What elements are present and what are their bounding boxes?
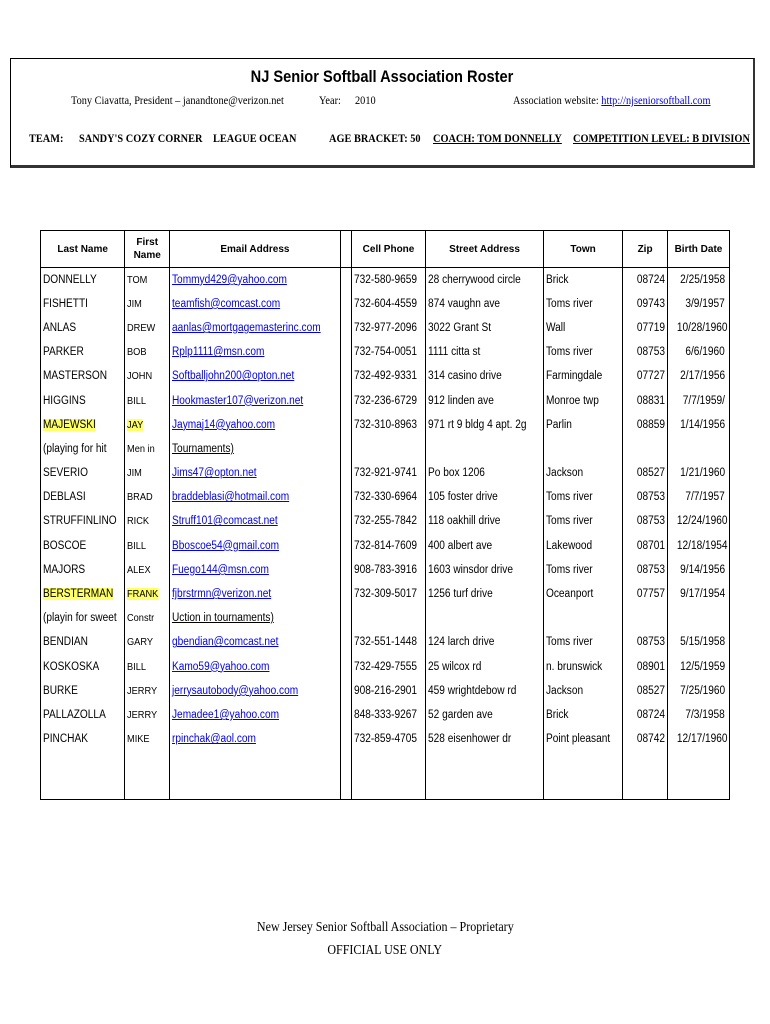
email-link[interactable]: Jemadee1@yahoo.com [170, 703, 341, 727]
cell-cell: 848-333-9267 [351, 703, 425, 727]
cell-town: Wall [543, 316, 622, 340]
email-link[interactable]: Kamo59@yahoo.com [170, 655, 341, 679]
cell-street: 459 wrightdebow rd [426, 679, 544, 703]
roster-header [10, 58, 755, 168]
email-link[interactable]: braddeblasi@hotmail.com [170, 485, 341, 509]
cell-birth: 2/17/1956 [667, 364, 729, 388]
spacer-cell [340, 751, 351, 775]
cell-last [41, 775, 125, 799]
cell-first: JERRY [125, 703, 170, 727]
cell-last [41, 751, 125, 775]
note-cell [170, 775, 341, 799]
cell-first: JIM [125, 461, 170, 485]
spacer-cell [340, 485, 351, 509]
cell-cell: 732-236-6729 [351, 388, 425, 412]
cell-town: Toms river [543, 558, 622, 582]
spacer-cell [340, 388, 351, 412]
table-row [41, 775, 730, 799]
cell-town: Toms river [543, 630, 622, 654]
cell-zip: 08859 [623, 413, 668, 437]
cell-zip [623, 775, 668, 799]
cell-zip: 08753 [623, 509, 668, 533]
note-cell: Uction in tournaments) [170, 606, 341, 630]
cell-street: 314 casino drive [426, 364, 544, 388]
cell-cell: 732-921-9741 [351, 461, 425, 485]
cell-last: BOSCOE [41, 534, 125, 558]
cell-town: Jackson [543, 679, 622, 703]
cell-cell: 732-814-7609 [351, 534, 425, 558]
cell-first: BILL [125, 388, 170, 412]
website-info: Association website: http://njseniorsoftball.com [513, 93, 711, 107]
cell-cell [351, 437, 425, 461]
email-link[interactable]: Jims47@opton.net [170, 461, 341, 485]
note-cell [170, 751, 341, 775]
note-cell: Tournaments) [170, 437, 341, 461]
table-row [41, 582, 730, 606]
cell-last: ANLAS [41, 316, 125, 340]
email-link[interactable]: rpinchak@aol.com [170, 727, 341, 751]
email-link[interactable]: aanlas@mortgagemasterinc.com [170, 316, 341, 340]
email-link[interactable]: jerrysautobody@yahoo.com [170, 679, 341, 703]
spacer-cell [340, 413, 351, 437]
cell-zip: 08901 [623, 655, 668, 679]
cell-zip: 08831 [623, 388, 668, 412]
cell-town [543, 751, 622, 775]
col-header-email: Email Address [170, 231, 341, 268]
cell-last: BENDIAN [41, 630, 125, 654]
cell-town: n. brunswick [543, 655, 622, 679]
table-row [41, 316, 730, 340]
cell-cell: 732-754-0051 [351, 340, 425, 364]
cell-town: Toms river [543, 292, 622, 316]
cell-last: PARKER [41, 340, 125, 364]
cell-cell: 732-330-6964 [351, 485, 425, 509]
cell-cell [351, 606, 425, 630]
cell-town: Farmingdale [543, 364, 622, 388]
spacer-cell [340, 340, 351, 364]
cell-zip: 08701 [623, 534, 668, 558]
cell-town: Parlin [543, 413, 622, 437]
cell-birth: 6/6/1960 [667, 340, 729, 364]
cell-birth: 3/9/1957 [667, 292, 729, 316]
cell-birth [667, 437, 729, 461]
cell-zip: 08753 [623, 558, 668, 582]
col-header-zip: Zip [623, 231, 668, 268]
email-link[interactable]: Hookmaster107@verizon.net [170, 388, 341, 412]
table-row [41, 534, 730, 558]
cell-birth: 9/14/1956 [667, 558, 729, 582]
cell-street: 971 rt 9 bldg 4 apt. 2g [426, 413, 544, 437]
spacer-cell [340, 558, 351, 582]
cell-birth [667, 751, 729, 775]
spacer-cell [340, 364, 351, 388]
spacer-cell [340, 606, 351, 630]
cell-last: MAJEWSKI [41, 413, 125, 437]
team-label: TEAM: [29, 131, 64, 145]
cell-cell: 732-492-9331 [351, 364, 425, 388]
table-row [41, 413, 730, 437]
table-row [41, 485, 730, 509]
col-header-spacer [340, 231, 351, 268]
spacer-cell [340, 630, 351, 654]
cell-town: Toms river [543, 340, 622, 364]
table-row [41, 268, 730, 292]
cell-zip [623, 437, 668, 461]
table-row [41, 703, 730, 727]
year-label: Year: [319, 93, 341, 107]
cell-first: MIKE [125, 727, 170, 751]
cell-birth: 12/24/1960 [667, 509, 729, 533]
cell-cell: 908-783-3916 [351, 558, 425, 582]
cell-town: Oceanport [543, 582, 622, 606]
cell-birth: 12/17/1960 [667, 727, 729, 751]
table-row [41, 679, 730, 703]
table-row [41, 630, 730, 654]
cell-zip: 08527 [623, 461, 668, 485]
cell-town: Toms river [543, 509, 622, 533]
cell-town: Toms river [543, 485, 622, 509]
cell-birth: 10/28/1960 [667, 316, 729, 340]
cell-zip: 08527 [623, 679, 668, 703]
cell-street: 1603 winsdor drive [426, 558, 544, 582]
roster-table [40, 230, 730, 800]
cell-street: 1111 citta st [426, 340, 544, 364]
table-row [41, 655, 730, 679]
cell-zip: 07727 [623, 364, 668, 388]
cell-first: Men in [125, 437, 170, 461]
email-link[interactable]: Struff101@comcast.net [170, 509, 341, 533]
table-row [41, 727, 730, 751]
team-name: SANDY'S COZY CORNER [79, 131, 203, 145]
cell-first: JERRY [125, 679, 170, 703]
website-link[interactable]: http://njseniorsoftball.com [601, 93, 711, 107]
footer-proprietary: New Jersey Senior Softball Association – Proprietary [256, 920, 514, 935]
cell-birth: 1/14/1956 [667, 413, 729, 437]
table-row [41, 558, 730, 582]
spacer-cell [340, 534, 351, 558]
cell-zip: 08724 [623, 703, 668, 727]
cell-street: 874 vaughn ave [426, 292, 544, 316]
cell-first: BOB [125, 340, 170, 364]
cell-cell: 732-604-4559 [351, 292, 425, 316]
year-value: 2010 [355, 93, 376, 107]
cell-last: KOSKOSKA [41, 655, 125, 679]
col-header-town: Town [543, 231, 622, 268]
page-title: NJ Senior Softball Association Roster [250, 67, 514, 86]
cell-cell: 732-309-5017 [351, 582, 425, 606]
table-row [41, 751, 730, 775]
cell-last: MAJORS [41, 558, 125, 582]
table-row [41, 292, 730, 316]
col-header-cell-phone: Cell Phone [351, 231, 425, 268]
cell-zip: 08742 [623, 727, 668, 751]
cell-town [543, 606, 622, 630]
col-header-street: Street Address [426, 231, 544, 268]
cell-cell: 732-551-1448 [351, 630, 425, 654]
cell-first: FRANK [125, 582, 170, 606]
cell-cell: 732-580-9659 [351, 268, 425, 292]
age-bracket: AGE BRACKET: 50 [329, 131, 421, 145]
cell-last: DONNELLY [41, 268, 125, 292]
cell-street [426, 775, 544, 799]
cell-street: 124 larch drive [426, 630, 544, 654]
cell-town [543, 775, 622, 799]
president-info: Tony Ciavatta, President – janandtone@verizon.net [71, 93, 284, 107]
cell-first: ALEX [125, 558, 170, 582]
cell-cell [351, 775, 425, 799]
cell-street: 25 wilcox rd [426, 655, 544, 679]
cell-street: 28 cherrywood circle [426, 268, 544, 292]
cell-last: DEBLASI [41, 485, 125, 509]
cell-cell: 732-255-7842 [351, 509, 425, 533]
spacer-cell [340, 268, 351, 292]
cell-birth: 7/25/1960 [667, 679, 729, 703]
cell-last: SEVERIO [41, 461, 125, 485]
cell-street [426, 606, 544, 630]
cell-last: MASTERSON [41, 364, 125, 388]
cell-birth [667, 775, 729, 799]
cell-town: Brick [543, 703, 622, 727]
email-link[interactable]: teamfish@comcast.com [170, 292, 341, 316]
cell-last: FISHETTI [41, 292, 125, 316]
spacer-cell [340, 292, 351, 316]
cell-birth: 1/21/1960 [667, 461, 729, 485]
cell-zip: 08753 [623, 485, 668, 509]
cell-last: BERSTERMAN [41, 582, 125, 606]
cell-zip: 08753 [623, 340, 668, 364]
cell-town: Monroe twp [543, 388, 622, 412]
cell-zip: 08724 [623, 268, 668, 292]
league: LEAGUE OCEAN [213, 131, 297, 145]
cell-cell [351, 751, 425, 775]
cell-town: Brick [543, 268, 622, 292]
spacer-cell [340, 679, 351, 703]
cell-first: BILL [125, 655, 170, 679]
cell-birth: 2/25/1958 [667, 268, 729, 292]
col-header-first-name: First Name [125, 231, 170, 268]
spacer-cell [340, 437, 351, 461]
cell-last: STRUFFINLINO [41, 509, 125, 533]
cell-cell: 732-859-4705 [351, 727, 425, 751]
cell-cell: 908-216-2901 [351, 679, 425, 703]
cell-street: 3022 Grant St [426, 316, 544, 340]
cell-street: 52 garden ave [426, 703, 544, 727]
cell-street: 105 foster drive [426, 485, 544, 509]
cell-last: PINCHAK [41, 727, 125, 751]
cell-birth: 7/7/1959/ [667, 388, 729, 412]
cell-street: 400 albert ave [426, 534, 544, 558]
cell-zip: 08753 [623, 630, 668, 654]
cell-zip [623, 751, 668, 775]
table-row [41, 340, 730, 364]
spacer-cell [340, 727, 351, 751]
cell-street: 528 eisenhower dr [426, 727, 544, 751]
spacer-cell [340, 509, 351, 533]
coach: COACH: TOM DONNELLY [433, 131, 562, 145]
email-link[interactable]: Tommyd429@yahoo.com [170, 268, 341, 292]
cell-first: DREW [125, 316, 170, 340]
cell-street: Po box 1206 [426, 461, 544, 485]
email-link[interactable]: Bboscoe54@gmail.com [170, 534, 341, 558]
email-link[interactable]: Rplp1111@msn.com [170, 340, 341, 364]
email-link[interactable]: Softballjohn200@opton.net [170, 364, 341, 388]
cell-birth: 5/15/1958 [667, 630, 729, 654]
cell-street: 118 oakhill drive [426, 509, 544, 533]
cell-first: JAY [125, 413, 170, 437]
cell-birth: 9/17/1954 [667, 582, 729, 606]
cell-first: RICK [125, 509, 170, 533]
cell-last: HIGGINS [41, 388, 125, 412]
spacer-cell [340, 703, 351, 727]
table-row [41, 364, 730, 388]
cell-town: Point pleasant [543, 727, 622, 751]
cell-first: GARY [125, 630, 170, 654]
cell-first: JIM [125, 292, 170, 316]
cell-birth: 7/7/1957 [667, 485, 729, 509]
cell-first: BRAD [125, 485, 170, 509]
spacer-cell [340, 582, 351, 606]
cell-street: 1256 turf drive [426, 582, 544, 606]
cell-first [125, 751, 170, 775]
cell-first: JOHN [125, 364, 170, 388]
cell-birth: 12/18/1954 [667, 534, 729, 558]
email-link[interactable]: fjbrstrmn@verizon.net [170, 582, 341, 606]
footer-official-use: OFFICIAL USE ONLY [327, 943, 443, 958]
cell-first [125, 775, 170, 799]
cell-last: (playin for sweet [41, 606, 125, 630]
table-row [41, 509, 730, 533]
cell-zip: 07757 [623, 582, 668, 606]
cell-zip [623, 606, 668, 630]
cell-last: BURKE [41, 679, 125, 703]
email-link[interactable]: gbendian@comcast.net [170, 630, 341, 654]
cell-street: 912 linden ave [426, 388, 544, 412]
table-header-row [41, 231, 730, 268]
spacer-cell [340, 461, 351, 485]
cell-town: Lakewood [543, 534, 622, 558]
cell-birth: 7/3/1958 [667, 703, 729, 727]
cell-street [426, 437, 544, 461]
cell-last: PALLAZOLLA [41, 703, 125, 727]
competition-level: COMPETITION LEVEL: B DIVISION [573, 131, 750, 145]
spacer-cell [340, 775, 351, 799]
email-link[interactable]: Jaymaj14@yahoo.com [170, 413, 341, 437]
spacer-cell [340, 316, 351, 340]
cell-birth [667, 606, 729, 630]
cell-town: Jackson [543, 461, 622, 485]
cell-first: TOM [125, 268, 170, 292]
cell-zip: 07719 [623, 316, 668, 340]
table-row [41, 461, 730, 485]
cell-town [543, 437, 622, 461]
cell-first: Constr [125, 606, 170, 630]
col-header-birth-date: Birth Date [667, 231, 729, 268]
cell-birth: 12/5/1959 [667, 655, 729, 679]
cell-cell: 732-310-8963 [351, 413, 425, 437]
table-row [41, 606, 730, 630]
cell-cell: 732-429-7555 [351, 655, 425, 679]
cell-cell: 732-977-2096 [351, 316, 425, 340]
cell-last: (playing for hit [41, 437, 125, 461]
cell-first: BILL [125, 534, 170, 558]
spacer-cell [340, 655, 351, 679]
table-row [41, 388, 730, 412]
col-header-last-name: Last Name [41, 231, 125, 268]
cell-street [426, 751, 544, 775]
cell-zip: 09743 [623, 292, 668, 316]
table-row [41, 437, 730, 461]
email-link[interactable]: Fuego144@msn.com [170, 558, 341, 582]
